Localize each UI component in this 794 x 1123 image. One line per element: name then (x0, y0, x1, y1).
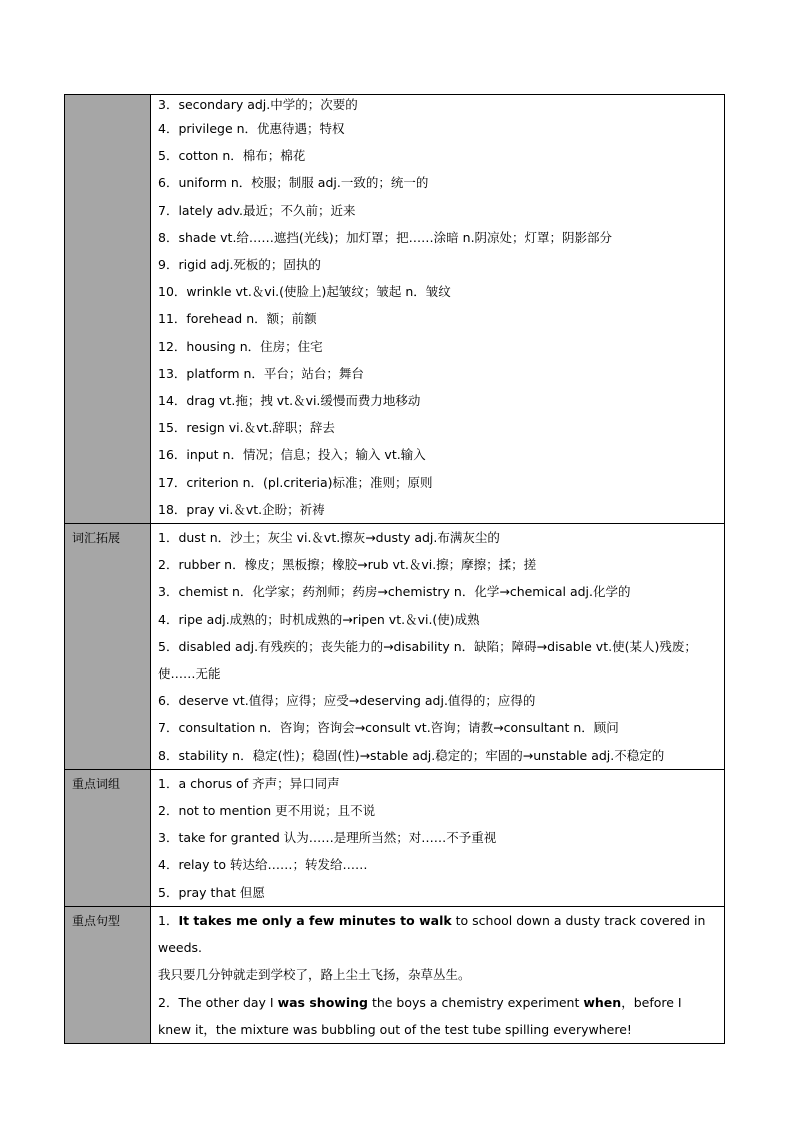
sentence-key-structure: when (583, 994, 622, 1010)
list-item: 15．resign vi.＆vt.辞职；辞去 (158, 420, 335, 436)
list-item: 2．not to mention 更不用说；且不说 (158, 803, 376, 819)
list-item: 11．forehead n．额；前额 (158, 311, 317, 327)
list-item: 4．ripe adj.成熟的；时机成熟的→ripen vt.＆vi.(使)成熟 (158, 611, 480, 627)
list-item: 10．wrinkle vt.＆vi.(使脸上)起皱纹；皱起 n．皱纹 (158, 284, 451, 300)
word-expansion-list (151, 524, 725, 770)
list-item: 12．housing n．住房；住宅 (158, 338, 323, 354)
sentence-text: 2．The other day I (158, 994, 278, 1010)
list-item: 2．rubber n．橡皮；黑板擦；橡胶→rub vt.＆vi.擦；摩擦；揉；搓 (158, 557, 537, 573)
list-item: 3．secondary adj.中学的；次要的 (158, 97, 358, 112)
list-item: 13．platform n．平台；站台；舞台 (158, 365, 364, 381)
list-item: 4．relay to 转达给……；转发给…… (158, 857, 368, 873)
list-item: 16．input n．情况；信息；投入；输入 vt.输入 (158, 447, 426, 463)
list-item: 6．deserve vt.值得；应得；应受→deserving adj.值得的；应得的 (158, 693, 536, 709)
list-item: 8．shade vt.给……遮挡(光线)；加灯罩；把……涂暗 n.阴凉处；灯罩；阴影部分 (158, 229, 613, 245)
list-item: 1．a chorus of 齐声；异口同声 (158, 775, 340, 791)
list-item: 9．rigid adj.死板的；固执的 (158, 257, 321, 273)
list-item: 6．uniform n．校服；制服 adj.一致的；统一的 (158, 175, 429, 191)
section-label-key-sentences: 重点句型 (65, 906, 151, 1043)
list-item: 4．privilege n．优惠待遇；特权 (158, 121, 345, 136)
table-row (65, 524, 725, 770)
sentence-text: the boys a chemistry experiment (367, 994, 584, 1010)
list-item: 14．drag vt.拖；拽 vt.＆vi.缓慢而费力地移动 (158, 393, 421, 409)
list-item: 7．consultation n．咨询；咨询会→consult vt.咨询；请教→consultant n．顾问 (158, 720, 619, 736)
list-item: 5．cotton n．棉布；棉花 (158, 148, 306, 164)
list-item: 1．dust n．沙土；灰尘 vi.＆vt.擦灰→dusty adj.布满灰尘的 (158, 530, 500, 546)
table-row (65, 769, 725, 906)
section-label-blank (65, 95, 151, 524)
list-item: 5．pray that 但愿 (158, 884, 265, 900)
sentence-key-structure: was showing (277, 994, 368, 1010)
phrase-list (151, 769, 725, 906)
sentence-text: to school down a dusty track covered in weeds. (158, 912, 706, 956)
list-item: 3．take for granted 认为……是理所当然；对……不予重视 (158, 830, 497, 846)
sentence-1-translation: 我只要几分钟就走到学校了，路上尘土飞扬，杂草丛生。 (158, 967, 471, 983)
list-item: 5．disabled adj.有残疾的；丧失能力的→disability n．缺陷；障碍→disable vt.使(某人)残废；使……无能 (158, 638, 697, 682)
list-item: 8．stability n．稳定(性)；稳固(性)→stable adj.稳定的；牢固的→unstable adj.不稳定的 (158, 747, 665, 763)
sentence-text: ，before I knew it，the mixture was bubbling out of the test tube spilling everywhere! (158, 994, 682, 1037)
list-item: 7．lately adv.最近；不久前；近来 (158, 202, 356, 218)
list-item: 18．pray vi.＆vt.企盼；祈祷 (158, 501, 325, 517)
list-item: 17．criterion n．(pl.criteria)标准；准则；原则 (158, 474, 433, 490)
sentence-number: 1． (158, 912, 179, 928)
vocabulary-table (64, 94, 725, 1044)
section-label-vocab-expansion: 词汇拓展 (65, 524, 151, 770)
section-label-key-phrases: 重点词组 (65, 769, 151, 906)
list-item: 3．chemist n．化学家；药剂师；药房→chemistry n．化学→chemical adj.化学的 (158, 584, 631, 600)
sentence-1 (158, 907, 718, 961)
table-row (65, 95, 725, 524)
table-row (65, 906, 725, 1043)
sentence-key-structure: It takes me only a few minutes to walk (178, 912, 452, 928)
sentence-2 (158, 989, 718, 1043)
sentence-list (151, 906, 725, 1043)
word-list (151, 95, 725, 524)
